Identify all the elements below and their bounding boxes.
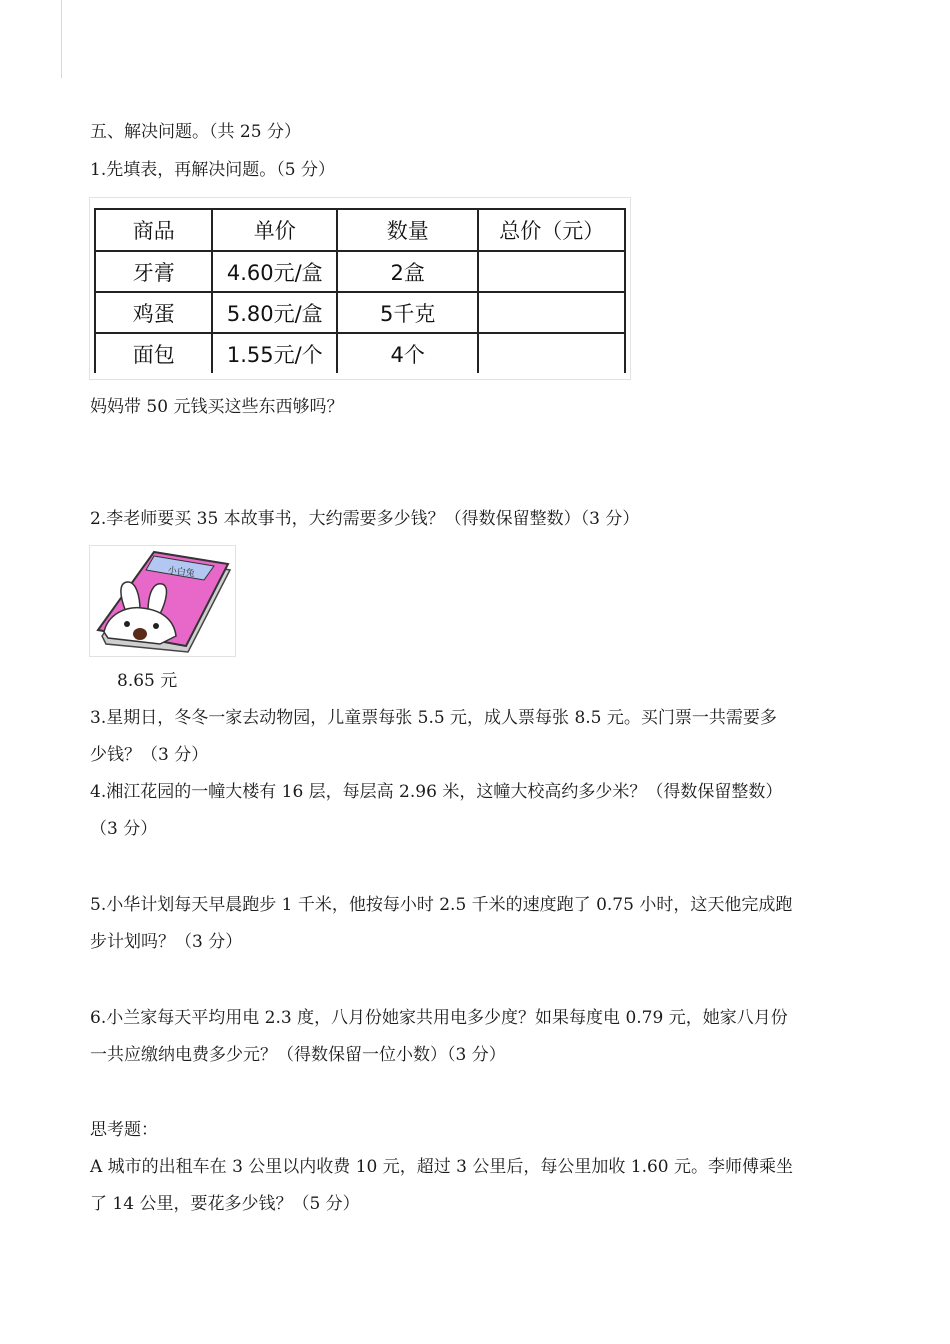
price-table <box>94 208 626 373</box>
cell-quantity: 4个 <box>337 333 478 373</box>
page-margin-line <box>61 0 62 78</box>
question-6-line-1: 6.小兰家每天平均用电 2.3 度，八月份她家共用电多少度？如果每度电 0.79 元，她家八月份 <box>90 1008 788 1028</box>
thinking-line-1: A 城市的出租车在 3 公里以内收费 10 元，超过 3 公里后，每公里加收 1.60 元。李师傅乘坐 <box>90 1157 794 1177</box>
table-row <box>95 333 625 373</box>
table-row <box>95 251 625 292</box>
table-row <box>95 292 625 333</box>
header-cell-item: 商品 <box>95 209 212 251</box>
question-4-line-2: （3 分） <box>90 819 158 839</box>
thinking-line-2: 了 14 公里，要花多少钱？（5 分） <box>90 1194 360 1214</box>
cell-item: 鸡蛋 <box>95 292 212 333</box>
question-2-title: 2.李老师要买 35 本故事书，大约需要多少钱？（得数保留整数）（3 分） <box>90 509 640 529</box>
header-cell-total: 总价（元） <box>478 209 625 251</box>
question-6-line-2: 一共应缴纳电费多少元？（得数保留一位小数）（3 分） <box>90 1045 506 1065</box>
question-1-prompt: 妈妈带 50 元钱买这些东西够吗？ <box>90 397 344 417</box>
question-4-line-1: 4.湘江花园的一幢大楼有 16 层，每层高 2.96 米，这幢大校高约多少米？（得数保留整数） <box>90 782 783 802</box>
section-title: 五、解决问题。（共 25 分） <box>90 122 301 142</box>
cell-total-blank[interactable] <box>478 251 625 292</box>
question-3-line-2: 少钱？（3 分） <box>90 745 209 765</box>
rabbit-storybook-icon <box>90 546 235 656</box>
cell-quantity: 2盒 <box>337 251 478 292</box>
cell-unit-price: 4.60元/盒 <box>212 251 337 292</box>
table-header-row <box>95 209 625 251</box>
book-price-label: 8.65 元 <box>117 671 178 691</box>
question-3-line-1: 3.星期日，冬冬一家去动物园，儿童票每张 5.5 元，成人票每张 8.5 元。买门票一共需要多 <box>90 708 777 728</box>
storybook-image <box>89 545 236 657</box>
book-cover-title: 小白兔 <box>167 565 196 580</box>
cell-item: 牙膏 <box>95 251 212 292</box>
question-5-line-1: 5.小华计划每天早晨跑步 1 千米，他按每小时 2.5 千米的速度跑了 0.75 小时，这天他完成跑 <box>90 895 793 915</box>
question-1-title: 1.先填表，再解决问题。（5 分） <box>90 160 335 180</box>
price-table-image <box>89 197 631 380</box>
cell-total-blank[interactable] <box>478 292 625 333</box>
header-cell-unit-price: 单价 <box>212 209 337 251</box>
header-cell-quantity: 数量 <box>337 209 478 251</box>
cell-item: 面包 <box>95 333 212 373</box>
cell-unit-price: 5.80元/盒 <box>212 292 337 333</box>
question-5-line-2: 步计划吗？（3 分） <box>90 932 243 952</box>
thinking-title: 思考题： <box>90 1120 158 1140</box>
cell-total-blank[interactable] <box>478 333 625 373</box>
cell-quantity: 5千克 <box>337 292 478 333</box>
cell-unit-price: 1.55元/个 <box>212 333 337 373</box>
